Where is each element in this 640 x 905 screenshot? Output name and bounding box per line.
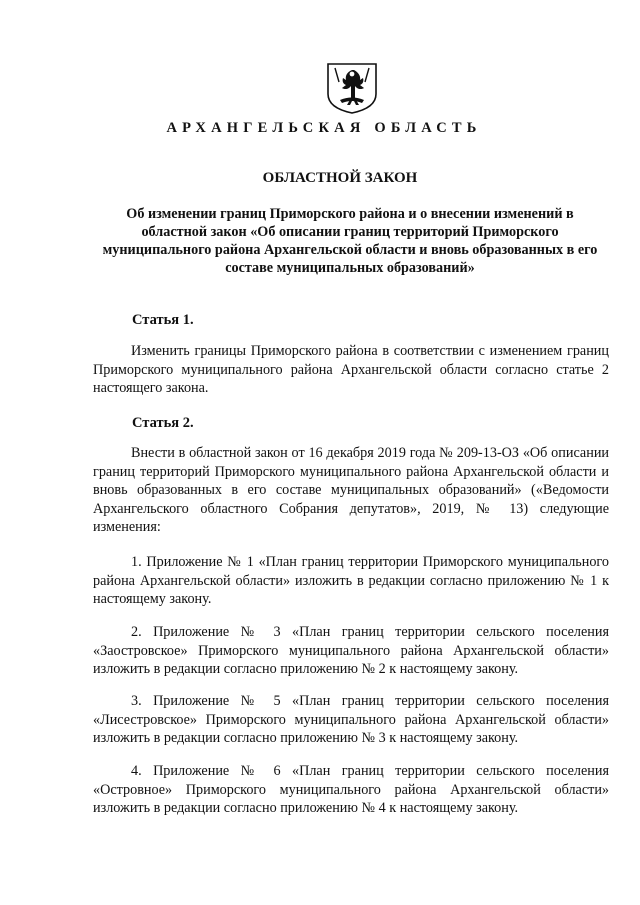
archangel-coat-of-arms-icon	[325, 62, 379, 114]
region-name: АРХАНГЕЛЬСКАЯ ОБЛАСТЬ	[166, 120, 482, 136]
article-2-item-1: 1. Приложение № 1 «План границ территории Приморского муниципального района Архангельской области» изложить в редакции согласно приложению № 1 к настоящему закону.	[93, 554, 609, 607]
article-1-heading: Статья 1.	[132, 312, 194, 328]
law-title: Об изменении границ Приморского района и о внесении изменений в областной закон «Об описании границ территорий Приморского муниципального района Архангельской области и вновь образованных в его составе муниципальных образований»	[102, 206, 598, 276]
article-1-text: Изменить границы Приморского района в соответствии с изменением границ Приморского муниципального района Архангельской области согласно статье 2 настоящего закона.	[93, 343, 609, 396]
article-2-intro: Внести в областной закон от 16 декабря 2019 года № 209-13-ОЗ «Об описании границ территорий Приморского муниципального района Архангельской области и вновь образованных в его составе муниципальных образований» («Ведомости Архангельского областного Собрания депутатов», 2019, № 13) следующие изменения:	[93, 445, 609, 535]
article-2-item-2: 2. Приложение № 3 «План границ территории сельского поселения «Заостровское» Приморского муниципального района Архангельской области» изложить в редакции согласно приложению № 2 к настоящему закону.	[93, 624, 609, 677]
article-2-heading: Статья 2.	[132, 415, 194, 431]
article-2-item-4: 4. Приложение № 6 «План границ территории сельского поселения «Островное» Приморского муниципального района Архангельской области» изложить в редакции согласно приложению № 4 к настоящему закону.	[93, 763, 609, 816]
document-type: ОБЛАСТНОЙ ЗАКОН	[262, 170, 418, 186]
article-2-item-3: 3. Приложение № 5 «План границ территории сельского поселения «Лисестровское» Приморского муниципального района Архангельской области» изложить в редакции согласно приложению № 3 к настоящему закону.	[93, 693, 609, 746]
